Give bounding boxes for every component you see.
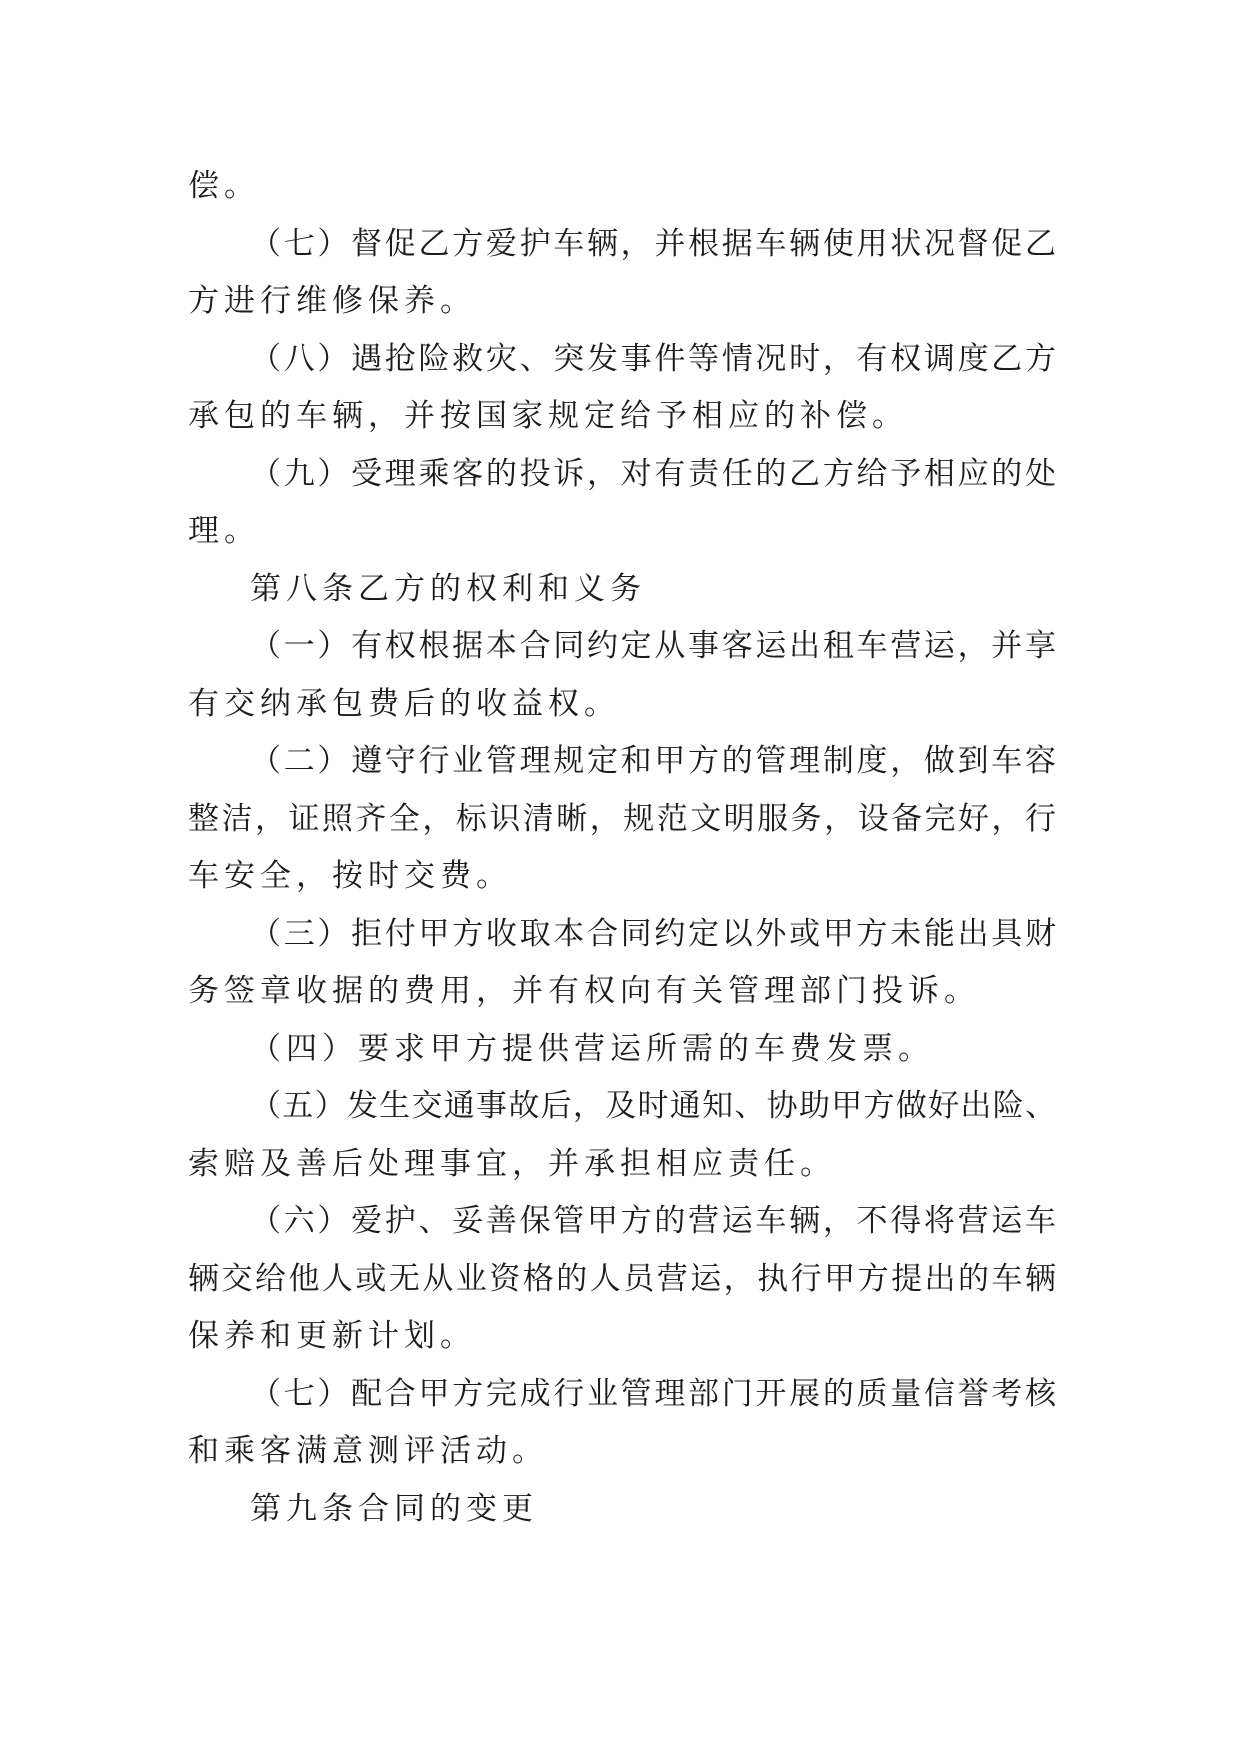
section-heading: 第八条乙方的权利和义务: [250, 570, 646, 607]
text-line: 承包的车辆，并按国家规定给予相应的补偿。: [188, 398, 908, 434]
text-line: 整洁，证照齐全，标识清晰，规范文明服务，设备完好，行: [188, 800, 1056, 837]
section-heading: 第九条合同的变更: [250, 1490, 538, 1527]
text-line: 辆交给他人或无从业资格的人员营运，执行甲方提出的车辆: [188, 1260, 1056, 1297]
text-line: （八）遇抢险救灾、突发事件等情况时，有权调度乙方: [250, 340, 1056, 377]
text-line: （三）拒付甲方收取本合同约定以外或甲方未能出具财: [250, 915, 1056, 952]
text-line: 和乘客满意测评活动。: [188, 1433, 548, 1469]
text-line: 有交纳承包费后的收益权。: [188, 685, 620, 722]
text-line: （四）要求甲方提供营运所需的车费发票。: [250, 1030, 934, 1067]
text-line: （七）督促乙方爱护车辆，并根据车辆使用状况督促乙: [250, 225, 1056, 262]
text-line: 务签章收据的费用，并有权向有关管理部门投诉。: [188, 973, 980, 1009]
text-line: （九）受理乘客的投诉，对有责任的乙方给予相应的处: [250, 455, 1056, 492]
text-line: 偿。: [188, 168, 260, 204]
text-line: 理。: [188, 513, 260, 549]
text-line: 索赔及善后处理事宜，并承担相应责任。: [188, 1145, 836, 1182]
text-line: （一）有权根据本合同约定从事客运出租车营运，并享: [250, 628, 1056, 664]
text-line: 方进行维修保养。: [188, 283, 476, 319]
document-body: [188, 158, 1056, 1538]
text-line: 车安全，按时交费。: [188, 858, 512, 894]
text-line: 保养和更新计划。: [188, 1318, 476, 1354]
text-line: （七）配合甲方完成行业管理部门开展的质量信誉考核: [250, 1375, 1056, 1412]
text-line: （五）发生交通事故后，及时通知、协助甲方做好出险、: [250, 1088, 1056, 1124]
text-line: （六）爱护、妥善保管甲方的营运车辆，不得将营运车: [250, 1203, 1056, 1239]
text-line: （二）遵守行业管理规定和甲方的管理制度，做到车容: [250, 743, 1056, 779]
